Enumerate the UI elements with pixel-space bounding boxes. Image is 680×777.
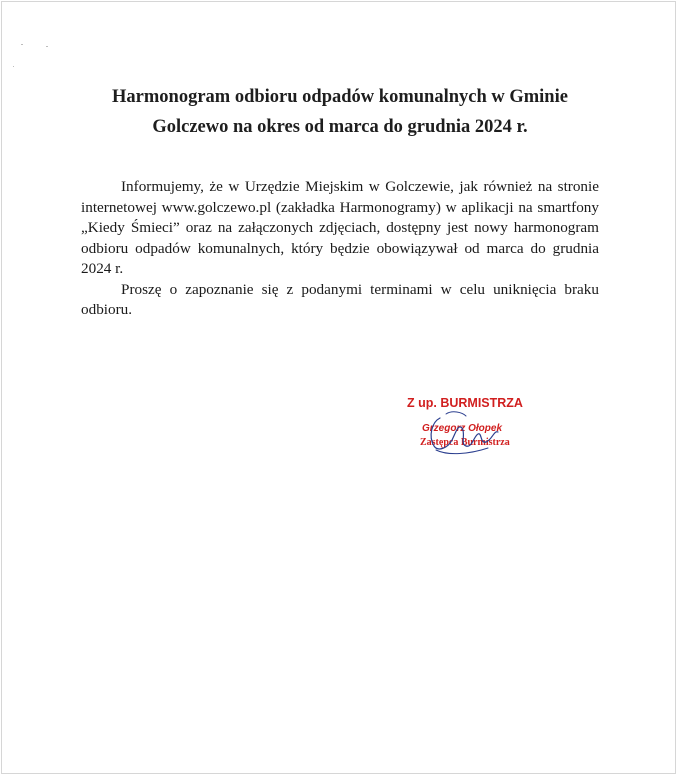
title-line-1: Harmonogram odbioru odpadów komunalnych w Gminie [112,87,568,107]
scan-speck [13,66,14,67]
document-title [40,82,640,142]
document-body [81,177,599,321]
title-line-2: Golczewo na okres od marca do grudnia 2024 r. [152,117,528,137]
paragraph-announcement: Informujemy, że w Urzędzie Miejskim w Golczewie, jak również na stronie internetowej www.golczewo.pl (zakładka Harmonogramy) w aplikacji na smartfony „Kiedy Śmieci” oraz na załączonych zdjęciach, dostępny jest nowy harmonogram odbioru odpadów komunalnych, który będzie obowiązywał od marca do grudnia 2024 r. [81,178,599,277]
signature-stamp [398,392,548,472]
paragraph-request: Proszę o zapoznanie się z podanymi terminami w celu uniknięcia braku odbioru. [81,280,599,318]
scan-speck [21,44,23,45]
stamp-title: Z up. BURMISTRZA [407,396,523,410]
stamp-name: Grzegorz Ołopek [422,423,503,434]
stamp-role: Zastępca Burmistrza [420,437,510,448]
handwritten-signature [418,406,513,458]
scan-speck [46,46,48,47]
